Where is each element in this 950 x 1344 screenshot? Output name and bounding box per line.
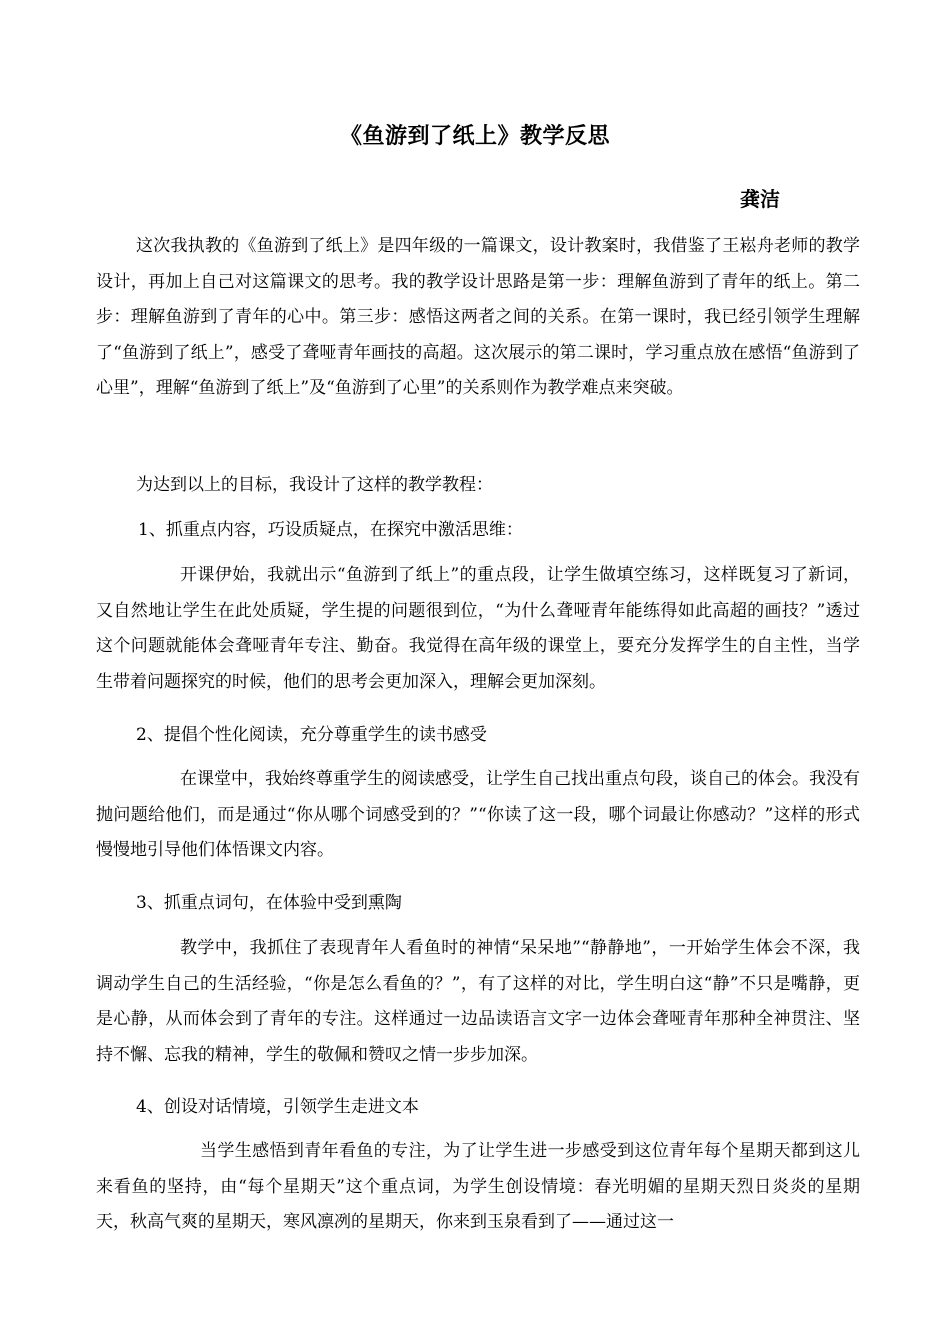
- document-title: 《鱼游到了纸上》教学反思: [339, 124, 610, 149]
- section-heading-1: 1、抓重点内容，巧设质疑点，在探究中激活思维：: [138, 520, 523, 540]
- paragraph-section-2: 在课堂中，我始终尊重学生的阅读感受，让学生自己找出重点句段，谈自己的体会。我没有抛问题给他们，而是通过“你从哪个词感受到的？”“你读了这一段，哪个词最让你感动？”这样的形式慢慢地引导他们体悟课文内容。: [96, 769, 860, 860]
- paragraph-goal: 为达到以上的目标，我设计了这样的教学教程：: [136, 475, 493, 495]
- section-heading-3: 3、抓重点词句，在体验中受到熏陶: [136, 893, 402, 913]
- paragraph-section-3: 教学中，我抓住了表现青年人看鱼时的神情“呆呆地”“静静地”，一开始学生体会不深，我调动学生自己的生活经验，“你是怎么看鱼的？”，有了这样的对比，学生明白这“静”不只是嘴静，更是心静，从而体会到了青年的专注。这样通过一边品读语言文字一边体会聋哑青年那种全神贯注、坚持不懈、忘我的精神，学生的敬佩和赞叹之情一步步加深。: [96, 938, 860, 1065]
- section-heading-4: 4、创设对话情境，引领学生走进文本: [136, 1097, 419, 1117]
- paragraph-section-4: 当学生感悟到青年看鱼的专注，为了让学生进一步感受到这位青年每个星期天都到这儿来看鱼的坚持，由“每个星期天”这个重点词，为学生创设情境：春光明媚的星期天烈日炎炎的星期天，秋高气爽的星期天，寒风凛冽的星期天，你来到玉泉看到了——通过这一: [96, 1141, 860, 1232]
- paragraph-intro: 这次我执教的《鱼游到了纸上》是四年级的一篇课文，设计教案时，我借鉴了王崧舟老师的教学设计，再加上自己对这篇课文的思考。我的教学设计思路是第一步：理解鱼游到了青年的纸上。第二步：理解鱼游到了青年的心中。第三步：感悟这两者之间的关系。在第一课时，我已经引领学生理解了“鱼游到了纸上”，感受了聋哑青年画技的高超。这次展示的第二课时，学习重点放在感悟“鱼游到了心里”，理解“鱼游到了纸上”及“鱼游到了心里”的关系则作为教学难点来突破。: [96, 236, 860, 398]
- section-heading-2: 2、提倡个性化阅读，充分尊重学生的读书感受: [136, 725, 487, 745]
- paragraph-section-1: 开课伊始，我就出示“鱼游到了纸上”的重点段，让学生做填空练习，这样既复习了新词，又自然地让学生在此处质疑，学生提的问题很到位，“为什么聋哑青年能练得如此高超的画技？”透过这个问题就能体会聋哑青年专注、勤奋。我觉得在高年级的课堂上，要充分发挥学生的自主性，当学生带着问题探究的时候，他们的思考会更加深入，理解会更加深刻。: [96, 565, 860, 692]
- document-author: 龚洁: [740, 187, 780, 211]
